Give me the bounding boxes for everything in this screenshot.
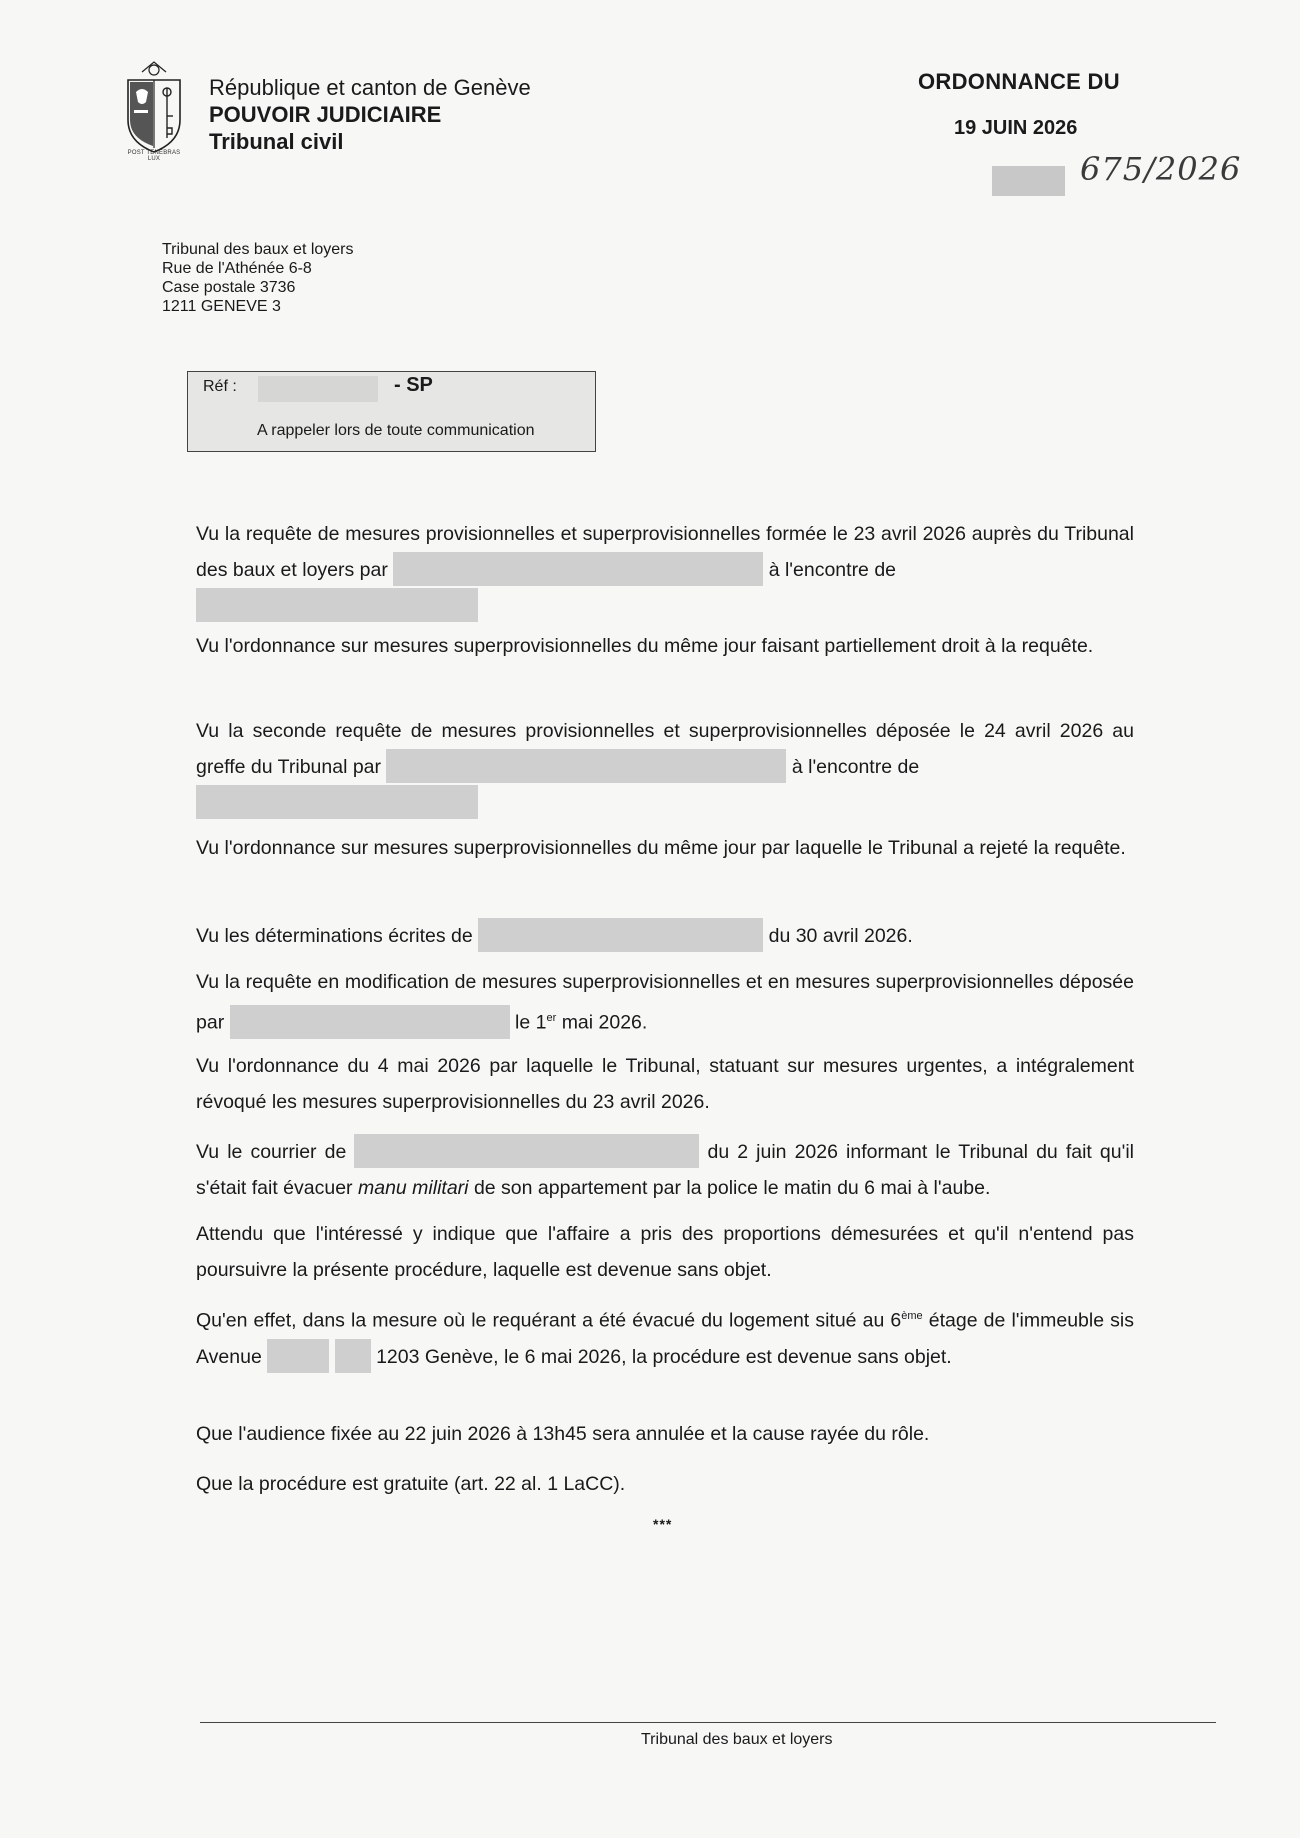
crest-motto: POST TENEBRAS LUX bbox=[127, 150, 181, 162]
emphasized-text: manu militari bbox=[357, 1177, 469, 1199]
paragraph bbox=[196, 516, 1134, 624]
reference-suffix: - SP bbox=[394, 374, 433, 396]
paragraph-text: de son appartement par la police le matin du 6 mai à l'aube. bbox=[473, 1177, 991, 1199]
paragraph-text: 1203 Genève, le 6 mai 2026, la procédure est devenue sans objet. bbox=[376, 1345, 952, 1368]
reference-note: A rappeler lors de toute communication bbox=[257, 422, 535, 439]
superscript: er bbox=[546, 1012, 557, 1024]
paragraph-text: à l'encontre de bbox=[791, 756, 920, 778]
paragraph bbox=[196, 964, 1134, 1041]
paragraph bbox=[196, 713, 1134, 821]
redaction-block bbox=[267, 1339, 329, 1373]
paragraph-text: du 30 avril 2026. bbox=[768, 925, 913, 947]
paragraph-text: le 1 bbox=[515, 1011, 547, 1034]
redaction-block bbox=[478, 918, 763, 952]
paragraph-text: à l'encontre de bbox=[768, 559, 897, 581]
redaction-block bbox=[992, 166, 1065, 196]
paragraph bbox=[196, 1298, 1134, 1375]
paragraph: Que la procédure est gratuite (art. 22 al. 1 LaCC). bbox=[196, 1473, 626, 1495]
judiciary-name: POUVOIR JUDICIAIRE bbox=[209, 102, 442, 127]
ordonnance-date: 19 JUIN 2026 bbox=[954, 117, 1078, 139]
paragraph-text: étage de l'immeuble sis Avenue bbox=[196, 1309, 1134, 1368]
paragraph: Vu l'ordonnance sur mesures superprovisionnelles du même jour faisant partiellement droit à la requête. bbox=[196, 635, 1094, 657]
geneva-coat-of-arms-logo bbox=[122, 58, 186, 158]
paragraph-text: Vu la requête de mesures provisionnelles et superprovisionnelles formée le 23 avril 2026 auprès du Tribunal des baux et loyers par bbox=[196, 523, 1134, 581]
paragraph-text: Qu'en effet, dans la mesure où le requérant a été évacué du logement situé au 6 bbox=[196, 1309, 902, 1332]
ordonnance-title: ORDONNANCE DU bbox=[918, 69, 1120, 94]
paragraph-text: Vu le courrier de bbox=[196, 1141, 347, 1163]
handwritten-ordonnance-number: 675/2026 bbox=[1080, 150, 1242, 188]
address-line: Rue de l'Athénée 6-8 bbox=[162, 260, 312, 277]
canton-name: République et canton de Genève bbox=[209, 75, 531, 100]
superscript: ème bbox=[901, 1310, 923, 1322]
redaction-block bbox=[230, 1005, 510, 1039]
section-separator: *** bbox=[653, 1516, 673, 1532]
address-line: Case postale 3736 bbox=[162, 279, 296, 296]
paragraph-text: Vu la requête en modification de mesures superprovisionnelles et en mesures superprovisionnelles déposée par bbox=[196, 971, 1134, 1034]
paragraph bbox=[196, 918, 1134, 954]
reference-box bbox=[187, 371, 596, 452]
paragraph: Vu l'ordonnance sur mesures superprovisionnelles du même jour par laquelle le Tribunal a rejeté la requête. bbox=[196, 837, 1126, 859]
redaction-block bbox=[393, 552, 763, 586]
footer-text: Tribunal des baux et loyers bbox=[641, 1731, 833, 1748]
court-address bbox=[162, 240, 354, 316]
court-name: Tribunal civil bbox=[209, 129, 344, 154]
paragraph: Que l'audience fixée au 22 juin 2026 à 13h45 sera annulée et la cause rayée du rôle. bbox=[196, 1423, 930, 1445]
reference-label: Réf : bbox=[203, 378, 237, 395]
redaction-block bbox=[196, 785, 478, 819]
redaction-block bbox=[196, 588, 478, 622]
paragraph: Vu l'ordonnance du 4 mai 2026 par laquelle le Tribunal, statuant sur mesures urgentes, a intégralement révoqué les mesures superprovisionnelles du 23 avril 2026. bbox=[196, 1055, 1134, 1113]
address-line: Tribunal des baux et loyers bbox=[162, 241, 354, 258]
paragraph: Attendu que l'intéressé y indique que l'affaire a pris des proportions démesurées et qu'il n'entend pas poursuivre la présente procédure, laquelle est devenue sans objet. bbox=[196, 1223, 1134, 1281]
redaction-block bbox=[354, 1134, 699, 1168]
redaction-block bbox=[386, 749, 786, 783]
redaction-block bbox=[335, 1339, 371, 1373]
redaction-block bbox=[258, 376, 378, 402]
paragraph bbox=[196, 1134, 1134, 1206]
footer-divider bbox=[200, 1722, 1216, 1723]
paragraph-text: mai 2026. bbox=[561, 1011, 648, 1034]
paragraph-text: du 2 juin 2026 informant le Tribunal du fait qu'il s'était fait évacuer bbox=[196, 1141, 1134, 1199]
address-line: 1211 GENEVE 3 bbox=[162, 298, 281, 315]
issuer-block bbox=[209, 74, 531, 155]
paragraph-text: Vu les déterminations écrites de bbox=[196, 925, 473, 947]
paragraph-text: Vu la seconde requête de mesures provisionnelles et superprovisionnelles déposée le 24 avril 2026 au greffe du Tribunal par bbox=[196, 720, 1134, 778]
